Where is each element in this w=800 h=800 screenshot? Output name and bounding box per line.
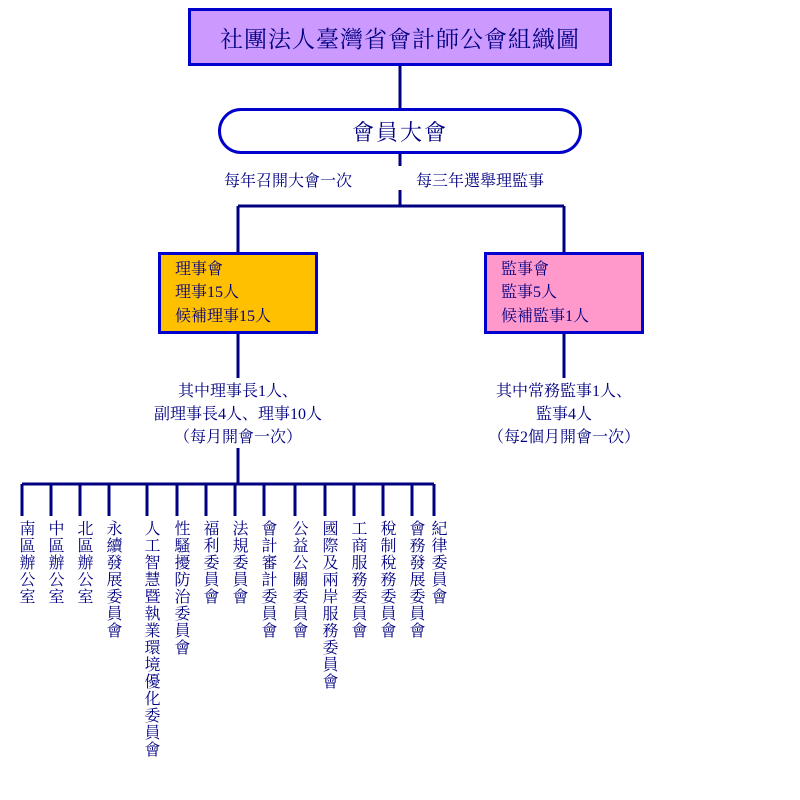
- board-name: 理事會: [175, 261, 224, 279]
- board-members: 理事15人: [175, 284, 240, 302]
- committee-public-relations: 公益公關委員會: [290, 520, 307, 639]
- committee-south-office: 南區辦公室: [17, 520, 34, 605]
- board-alternates: 候補理事15人: [175, 307, 272, 325]
- chart-title: [188, 8, 612, 66]
- supervisor-note-line2: 監事4人: [535, 406, 592, 424]
- supervisor-note-line3: （每2個月開會一次）: [487, 429, 640, 447]
- committee-ai-practice: 人工智慧暨執業環境優化委員會: [142, 520, 159, 758]
- supervisor-note-line1: 其中常務監事1人、: [495, 383, 632, 400]
- committee-affairs-dev: 會務發展委員會: [407, 520, 424, 639]
- board-note-line2: 副理事長4人、理事10人: [153, 406, 322, 424]
- committee-welfare: 福利委員會: [201, 520, 218, 605]
- supervisor-members: 監事5人: [501, 284, 558, 302]
- committee-north-office: 北區辦公室: [75, 520, 92, 605]
- committee-taxation: 稅制稅務委員會: [378, 520, 395, 639]
- committee-central-office: 中區辦公室: [46, 520, 63, 605]
- edge-label-annual: 每年召開大會一次: [224, 173, 353, 190]
- board-note-line1: 其中理事長1人、: [177, 383, 298, 400]
- board-note-line3: （每月開會一次）: [173, 429, 302, 447]
- committee-discipline: 紀律委員會: [429, 520, 446, 605]
- committee-harassment: 性騷擾防治委員會: [172, 520, 189, 656]
- node-board-of-supervisors: [484, 252, 644, 334]
- supervisor-alternates: 候補監事1人: [501, 307, 590, 325]
- committee-sustainability: 永續發展委員會: [104, 520, 121, 639]
- committee-regulation: 法規委員會: [230, 520, 247, 605]
- supervisor-note: [464, 380, 664, 450]
- node-board-of-directors: [158, 252, 318, 334]
- supervisor-name: 監事會: [501, 261, 550, 279]
- node-member-assembly-label: 會員大會: [351, 119, 448, 145]
- committee-accounting-audit: 會計審計委員會: [259, 520, 276, 639]
- board-note: [138, 380, 338, 450]
- committee-international: 國際及兩岸服務委員會: [320, 520, 337, 690]
- node-member-assembly: [218, 108, 582, 154]
- chart-title-text: 社團法人臺灣省會計師公會組織圖: [220, 26, 580, 52]
- edge-label-triennial: 每三年選舉理監事: [416, 173, 545, 190]
- committee-commerce-service: 工商服務委員會: [349, 520, 366, 639]
